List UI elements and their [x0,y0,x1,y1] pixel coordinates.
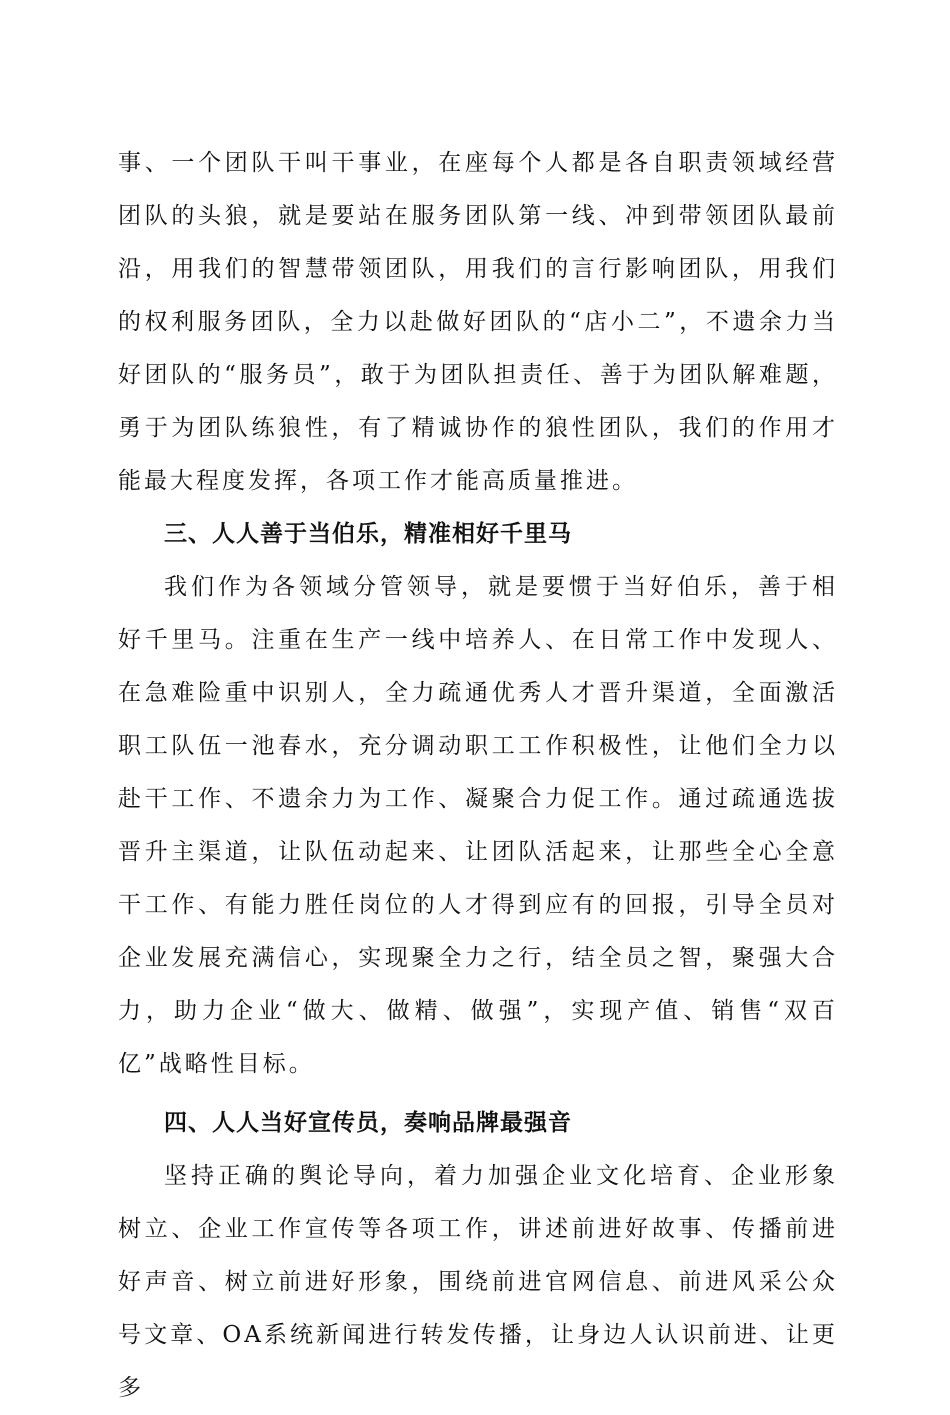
section-heading-3: 三、人人善于当伯乐，精准相好千里马 [164,521,572,547]
section-heading-4: 四、人人当好宣传员，奏响品牌最强音 [164,1110,572,1136]
paragraph-section-4: 坚持正确的舆论导向，着力加强企业文化培育、企业形象树立、企业工作宣传等各项工作，讲述前进好故事、传播前进好声音、树立前进好形象，围绕前进官网信息、前进风采公众号文章、OA系统新闻进行转发传播，让身边人认识前进、让更多 [118,1163,838,1401]
document-body [118,137,838,1415]
paragraph-section-3: 我们作为各领域分管领导，就是要惯于当好伯乐，善于相好千里马。注重在生产一线中培养人、在日常工作中发现人、在急难险重中识别人，全力疏通优秀人才晋升渠道，全面激活职工队伍一池春水，充分调动职工工作积极性，让他们全力以赴干工作、不遗余力为工作、凝聚合力促工作。通过疏通选拔晋升主渠道，让队伍动起来、让团队活起来，让那些全心全意干工作、有能力胜任岗位的人才得到应有的回报，引导全员对企业发展充满信心，实现聚全力之行，结全员之智，聚强大合力，助力企业“做大、做精、做强”，实现产值、销售“双百亿”战略性目标。 [118,574,838,1077]
paragraph-continuation: 事、一个团队干叫干事业，在座每个人都是各自职责领域经营团队的头狼，就是要站在服务团队第一线、冲到带领团队最前沿，用我们的智慧带领团队，用我们的言行影响团队，用我们的权利服务团队，全力以赴做好团队的“店小二”，不遗余力当好团队的“服务员”，敢于为团队担责任、善于为团队解难题，勇于为团队练狼性，有了精诚协作的狼性团队，我们的作用才能最大程度发挥，各项工作才能高质量推进。 [118,150,838,494]
